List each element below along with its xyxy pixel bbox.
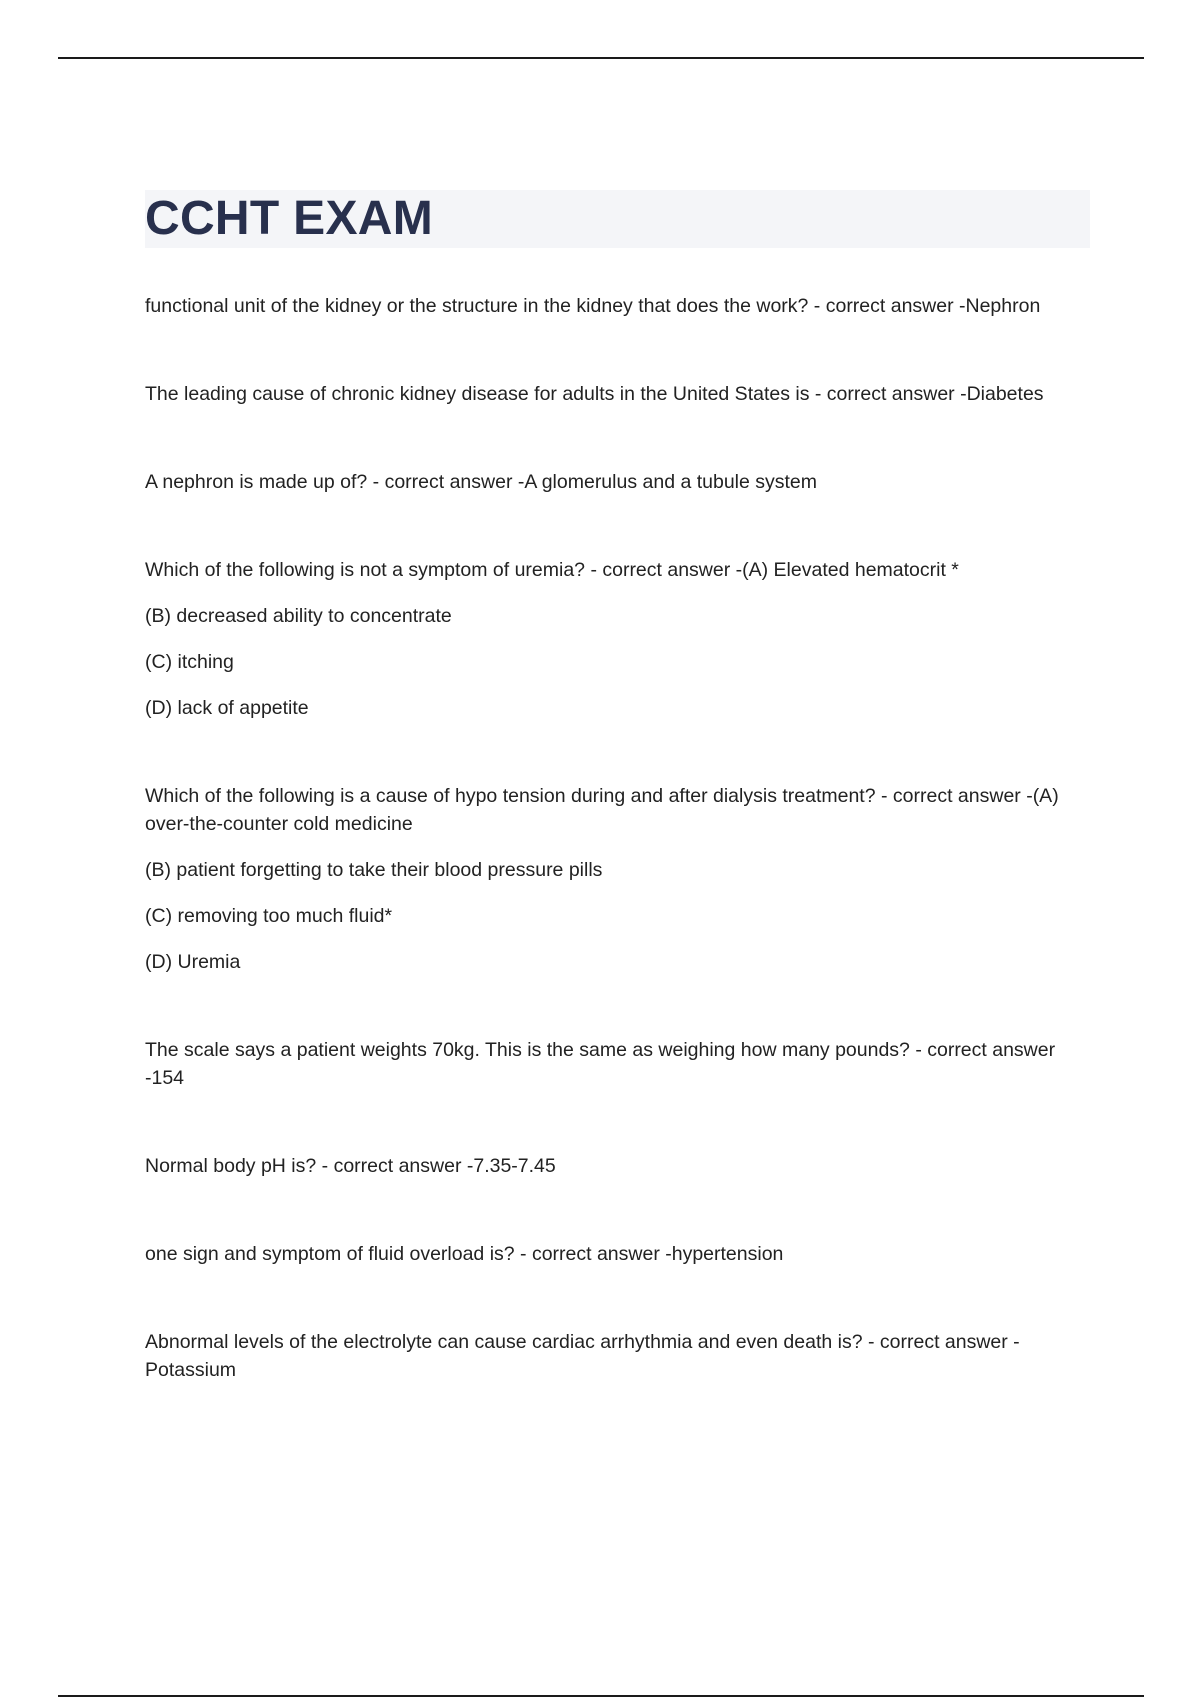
qa-question: The scale says a patient weights 70kg. This is the same as weighing how many pounds? - correct answer -154 bbox=[145, 1039, 1056, 1089]
qa-item bbox=[145, 1152, 1080, 1180]
qa-question: one sign and symptom of fluid overload is? - correct answer -hypertension bbox=[145, 1243, 784, 1265]
bottom-rule bbox=[58, 1695, 1144, 1697]
qa-question: Abnormal levels of the electrolyte can cause cardiac arrhythmia and even death is? - correct answer -Potassium bbox=[145, 1331, 1020, 1381]
qa-question: Which of the following is a cause of hypo tension during and after dialysis treatment? - correct answer -(A) over-the-counter cold medicine bbox=[145, 785, 1059, 835]
qa-question: Which of the following is not a symptom of uremia? - correct answer -(A) Elevated hematocrit * bbox=[145, 559, 959, 581]
qa-item bbox=[145, 1328, 1080, 1384]
qa-item bbox=[145, 556, 1080, 722]
qa-option: (B) patient forgetting to take their blood pressure pills bbox=[145, 859, 603, 881]
qa-item bbox=[145, 1240, 1080, 1268]
qa-item bbox=[145, 1036, 1080, 1092]
qa-option: (D) Uremia bbox=[145, 951, 241, 973]
qa-option: (C) itching bbox=[145, 651, 234, 673]
qa-item bbox=[145, 380, 1080, 408]
qa-question: Normal body pH is? - correct answer -7.35-7.45 bbox=[145, 1155, 556, 1177]
qa-question: A nephron is made up of? - correct answer -A glomerulus and a tubule system bbox=[145, 471, 818, 493]
qa-list bbox=[145, 292, 1080, 1444]
qa-question: The leading cause of chronic kidney disease for adults in the United States is - correct answer -Diabetes bbox=[145, 383, 1044, 405]
top-rule bbox=[58, 57, 1144, 59]
qa-item bbox=[145, 782, 1080, 976]
qa-item bbox=[145, 468, 1080, 496]
qa-question: functional unit of the kidney or the structure in the kidney that does the work? - correct answer -Nephron bbox=[145, 295, 1041, 317]
qa-option: (C) removing too much fluid* bbox=[145, 905, 393, 927]
qa-option: (B) decreased ability to concentrate bbox=[145, 605, 452, 627]
page-title: CCHT EXAM bbox=[145, 192, 434, 245]
qa-option: (D) lack of appetite bbox=[145, 697, 309, 719]
qa-item bbox=[145, 292, 1080, 320]
